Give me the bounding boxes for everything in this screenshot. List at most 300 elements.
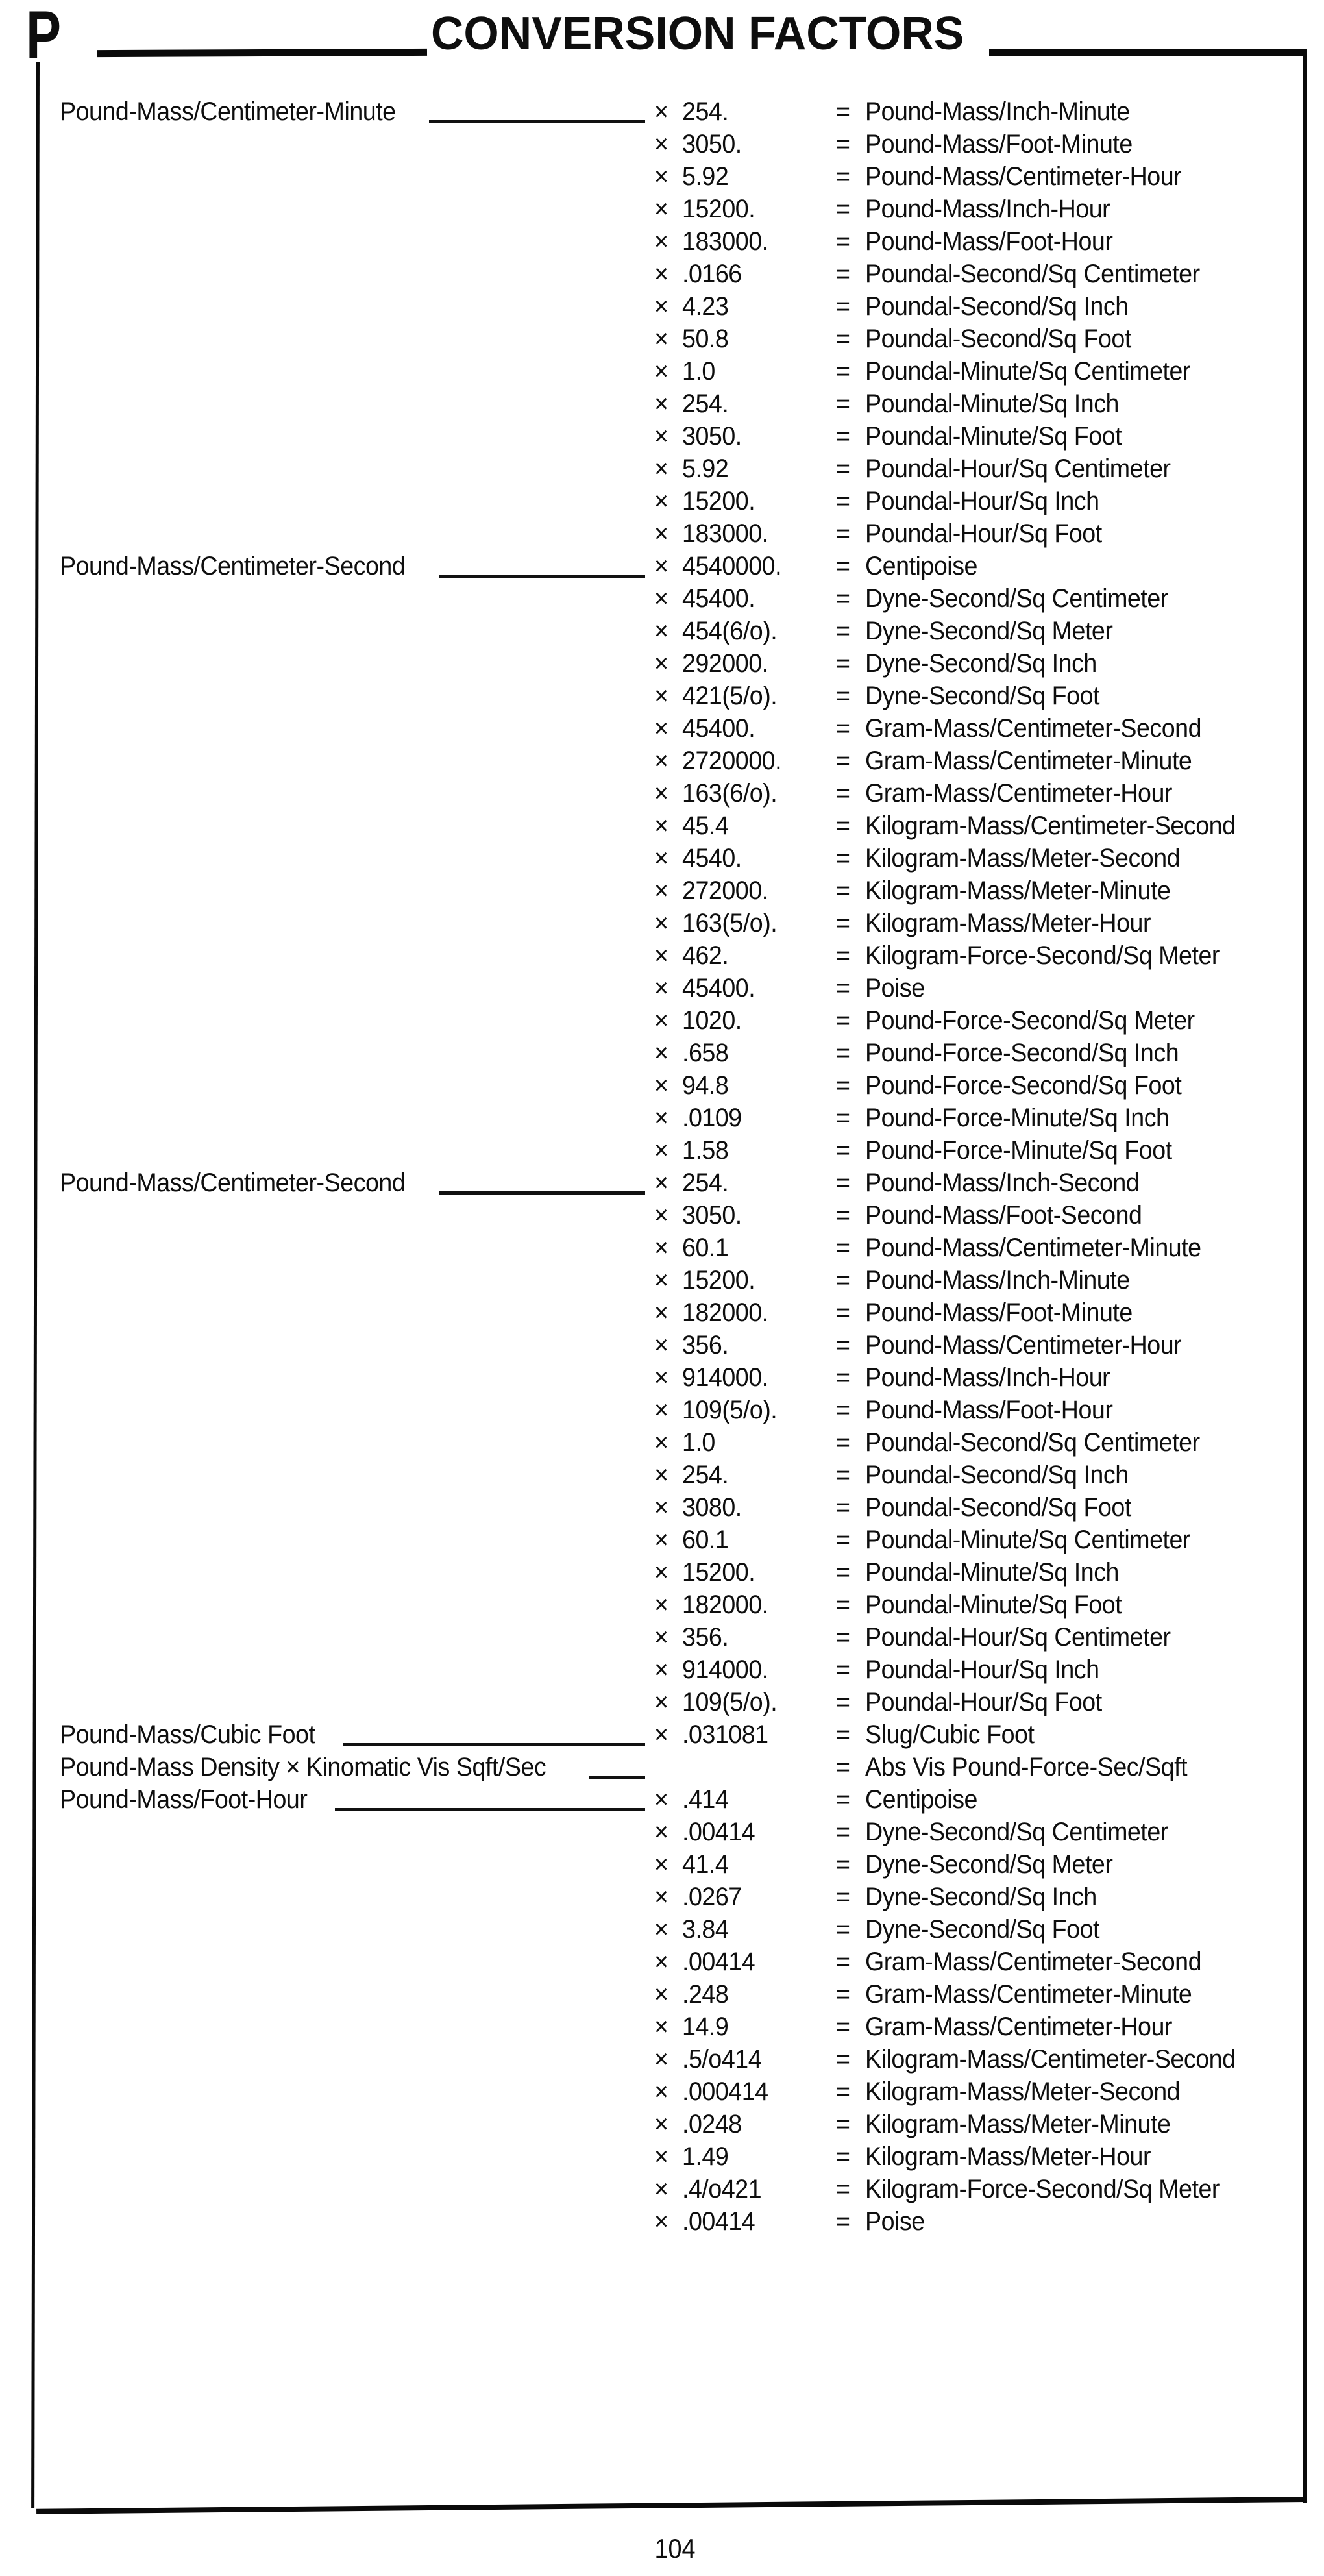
row-factor-cell xyxy=(654,160,731,193)
row-result-cell xyxy=(836,160,1202,193)
multiply-sign: × xyxy=(654,1169,668,1197)
equals-sign: = xyxy=(836,1363,850,1392)
row-result-cell xyxy=(836,2043,1259,2075)
result-unit-label: Dyne-Second/Sq Centimeter xyxy=(865,1818,1169,1846)
result-unit-label: Kilogram-Mass/Meter-Hour xyxy=(865,2142,1151,2171)
multiply-sign: × xyxy=(654,811,668,840)
result-unit-label: Pound-Mass/Inch-Hour xyxy=(865,195,1110,223)
row-result-cell xyxy=(836,193,1126,225)
table-row xyxy=(0,745,1324,777)
multiply-sign: × xyxy=(654,1818,668,1846)
page-number: 104 xyxy=(654,2533,696,2564)
multiply-sign: × xyxy=(654,1331,668,1359)
row-factor-cell xyxy=(654,1686,783,1718)
result-unit-label: Poundal-Second/Sq Foot xyxy=(865,325,1132,353)
multiply-sign: × xyxy=(654,974,668,1002)
row-factor-cell xyxy=(654,2108,746,2140)
table-row xyxy=(0,712,1324,745)
equals-sign: = xyxy=(836,1071,850,1100)
multiply-sign: × xyxy=(654,1461,668,1489)
row-result-cell xyxy=(836,128,1149,160)
factor-value: 3080. xyxy=(682,1493,742,1522)
table-row xyxy=(0,1686,1324,1718)
row-result-cell xyxy=(836,1232,1223,1264)
section-letter: P xyxy=(26,0,60,73)
row-factor-cell xyxy=(654,842,746,874)
factor-value: 15200. xyxy=(682,1558,755,1587)
table-row xyxy=(0,1459,1324,1491)
row-factor-cell xyxy=(654,810,731,842)
row-result-cell xyxy=(836,550,985,582)
equals-sign: = xyxy=(836,1980,850,2009)
equals-sign: = xyxy=(836,260,850,288)
row-result-cell xyxy=(836,1816,1188,1848)
factor-value: 5.92 xyxy=(682,454,729,483)
multiply-sign: × xyxy=(654,1428,668,1457)
row-factor-cell xyxy=(654,388,731,420)
factor-value: 15200. xyxy=(682,1266,755,1294)
multiply-sign: × xyxy=(654,584,668,613)
result-unit-label: Poundal-Second/Sq Centimeter xyxy=(865,260,1200,288)
multiply-sign: × xyxy=(654,1006,668,1035)
row-factor-cell xyxy=(654,1718,774,1751)
factor-value: 3050. xyxy=(682,130,742,158)
multiply-sign: × xyxy=(654,1233,668,1262)
row-factor-cell xyxy=(654,1264,760,1296)
table-row xyxy=(0,160,1324,193)
factor-value: 45400. xyxy=(682,974,755,1002)
result-unit-label: Pound-Force-Second/Sq Foot xyxy=(865,1071,1182,1100)
equals-sign: = xyxy=(836,1428,850,1457)
row-factor-cell xyxy=(654,1004,746,1037)
row-result-cell xyxy=(836,582,1188,615)
row-result-cell xyxy=(836,1978,1213,2011)
equals-sign: = xyxy=(836,2175,850,2203)
row-result-cell xyxy=(836,810,1259,842)
table-row xyxy=(0,1361,1324,1394)
result-unit-label: Dyne-Second/Sq Centimeter xyxy=(865,584,1169,613)
table-row xyxy=(0,1426,1324,1459)
leader-line xyxy=(589,1751,645,1779)
row-factor-cell xyxy=(654,323,731,355)
multiply-sign: × xyxy=(654,682,668,710)
factor-value: 50.8 xyxy=(682,325,729,353)
result-unit-label: Pound-Mass/Centimeter-Minute xyxy=(865,1233,1201,1262)
equals-sign: = xyxy=(836,584,850,613)
factor-value: .0248 xyxy=(682,2110,742,2138)
result-unit-label: Pound-Mass/Foot-Minute xyxy=(865,130,1133,158)
result-unit-label: Kilogram-Mass/Meter-Second xyxy=(865,2077,1181,2106)
equals-sign: = xyxy=(836,1169,850,1197)
row-result-cell xyxy=(836,1394,1129,1426)
factor-value: 914000. xyxy=(682,1363,768,1392)
factor-value: 356. xyxy=(682,1331,729,1359)
row-factor-cell xyxy=(654,420,746,452)
row-result-cell xyxy=(836,95,1147,128)
row-result-cell xyxy=(836,258,1221,290)
row-result-cell xyxy=(836,1751,1208,1783)
row-factor-cell xyxy=(654,1037,731,1069)
row-factor-cell xyxy=(654,1524,731,1556)
table-row xyxy=(0,388,1324,420)
leader-line xyxy=(439,550,645,578)
multiply-sign: × xyxy=(654,2110,668,2138)
factor-value: 272000. xyxy=(682,876,768,905)
row-label-cell xyxy=(60,95,648,128)
multiply-sign: × xyxy=(654,2077,668,2106)
table-row xyxy=(0,225,1324,258)
equals-sign: = xyxy=(836,2110,850,2138)
result-unit-label: Slug/Cubic Foot xyxy=(865,1720,1035,1749)
row-result-cell xyxy=(836,1167,1157,1199)
factor-value: .658 xyxy=(682,1039,729,1067)
row-result-cell xyxy=(836,1524,1211,1556)
row-result-cell xyxy=(836,517,1117,550)
equals-sign: = xyxy=(836,1461,850,1489)
result-unit-label: Kilogram-Force-Second/Sq Meter xyxy=(865,941,1220,970)
table-row xyxy=(0,1524,1324,1556)
equals-sign: = xyxy=(836,1655,850,1684)
row-factor-cell xyxy=(654,1589,774,1621)
table-row xyxy=(0,1621,1324,1653)
multiply-sign: × xyxy=(654,844,668,873)
factor-value: 254. xyxy=(682,97,729,126)
row-result-cell xyxy=(836,1199,1160,1232)
row-result-cell xyxy=(836,1491,1148,1524)
row-factor-cell xyxy=(654,1069,731,1102)
equals-sign: = xyxy=(836,1526,850,1554)
multiply-sign: × xyxy=(654,1493,668,1522)
factor-value: 45.4 xyxy=(682,811,729,840)
result-unit-label: Poundal-Second/Sq Foot xyxy=(865,1493,1132,1522)
table-row xyxy=(0,128,1324,160)
source-unit-label: Pound-Mass/Cubic Foot xyxy=(60,1720,315,1749)
row-factor-cell xyxy=(654,290,731,323)
row-factor-cell xyxy=(654,1167,731,1199)
row-result-cell xyxy=(836,777,1192,810)
source-unit-label: Pound-Mass/Centimeter-Minute xyxy=(60,97,396,126)
factor-value: 163(5/o). xyxy=(682,909,778,937)
multiply-sign: × xyxy=(654,1558,668,1587)
table-row xyxy=(0,290,1324,323)
page-title: CONVERSION FACTORS xyxy=(431,8,964,60)
multiply-sign: × xyxy=(654,1039,668,1067)
leader-line xyxy=(429,95,645,123)
row-label-cell xyxy=(60,1718,648,1751)
table-row xyxy=(0,355,1324,388)
factor-value: 109(5/o). xyxy=(682,1396,778,1424)
result-unit-label: Poundal-Hour/Sq Foot xyxy=(865,519,1103,548)
multiply-sign: × xyxy=(654,1883,668,1911)
row-label-cell xyxy=(60,1783,648,1816)
multiply-sign: × xyxy=(654,1948,668,1976)
source-unit-label: Pound-Mass Density × Kinomatic Vis Sqft/Sec xyxy=(60,1753,546,1781)
row-result-cell xyxy=(836,1426,1221,1459)
table-row xyxy=(0,680,1324,712)
leader-line xyxy=(439,1167,645,1195)
multiply-sign: × xyxy=(654,1104,668,1132)
factor-value: 163(6/o). xyxy=(682,779,778,808)
result-unit-label: Poundal-Minute/Sq Centimeter xyxy=(865,1526,1191,1554)
row-factor-cell xyxy=(654,1783,731,1816)
row-result-cell xyxy=(836,1459,1146,1491)
result-unit-label: Pound-Force-Second/Sq Inch xyxy=(865,1039,1179,1067)
table-row xyxy=(0,1134,1324,1167)
row-factor-cell xyxy=(654,485,760,517)
factor-value: 15200. xyxy=(682,487,755,515)
factor-value: .5/o414 xyxy=(682,2045,762,2074)
equals-sign: = xyxy=(836,519,850,548)
row-result-cell xyxy=(836,2205,929,2238)
factor-value: 1020. xyxy=(682,1006,742,1035)
row-factor-cell xyxy=(654,939,731,972)
table-row xyxy=(0,2205,1324,2238)
table-row xyxy=(0,1589,1324,1621)
table-row xyxy=(0,95,1324,128)
multiply-sign: × xyxy=(654,2045,668,2074)
equals-sign: = xyxy=(836,1591,850,1619)
table-row xyxy=(0,1751,1324,1783)
factor-value: 182000. xyxy=(682,1591,768,1619)
row-result-cell xyxy=(836,1134,1192,1167)
row-factor-cell xyxy=(654,193,760,225)
result-unit-label: Pound-Force-Minute/Sq Foot xyxy=(865,1136,1172,1165)
row-result-cell xyxy=(836,2108,1190,2140)
equals-sign: = xyxy=(836,1233,850,1262)
row-result-cell xyxy=(836,615,1129,647)
table-row xyxy=(0,1296,1324,1329)
table-row xyxy=(0,1167,1324,1199)
multiply-sign: × xyxy=(654,260,668,288)
result-unit-label: Gram-Mass/Centimeter-Hour xyxy=(865,779,1173,808)
equals-sign: = xyxy=(836,1396,850,1424)
row-result-cell xyxy=(836,355,1211,388)
equals-sign: = xyxy=(836,714,850,743)
row-label-cell xyxy=(60,1167,648,1199)
result-unit-label: Centipoise xyxy=(865,552,978,580)
factor-value: 45400. xyxy=(682,714,755,743)
factor-value: .0267 xyxy=(682,1883,742,1911)
multiply-sign: × xyxy=(654,941,668,970)
factor-value: 60.1 xyxy=(682,1233,729,1262)
equals-sign: = xyxy=(836,876,850,905)
leader-line xyxy=(343,1718,645,1746)
equals-sign: = xyxy=(836,1298,850,1327)
row-result-cell xyxy=(836,225,1129,258)
multiply-sign: × xyxy=(654,2207,668,2236)
row-result-cell xyxy=(836,323,1148,355)
factor-value: 15200. xyxy=(682,195,755,223)
equals-sign: = xyxy=(836,1915,850,1944)
row-result-cell xyxy=(836,1037,1199,1069)
multiply-sign: × xyxy=(654,422,668,451)
factor-value: .414 xyxy=(682,1785,729,1814)
table-row xyxy=(0,517,1324,550)
row-factor-cell xyxy=(654,1102,746,1134)
factor-value: .248 xyxy=(682,1980,729,2009)
multiply-sign: × xyxy=(654,130,668,158)
multiply-sign: × xyxy=(654,1688,668,1716)
multiply-sign: × xyxy=(654,617,668,645)
factor-value: 3050. xyxy=(682,422,742,451)
row-result-cell xyxy=(836,1653,1114,1686)
table-row xyxy=(0,777,1324,810)
factor-value: 292000. xyxy=(682,649,768,678)
multiply-sign: × xyxy=(654,1655,668,1684)
equals-sign: = xyxy=(836,941,850,970)
multiply-sign: × xyxy=(654,454,668,483)
row-factor-cell xyxy=(654,1329,731,1361)
multiply-sign: × xyxy=(654,162,668,191)
multiply-sign: × xyxy=(654,390,668,418)
row-result-cell xyxy=(836,1329,1202,1361)
factor-value: 5.92 xyxy=(682,162,729,191)
row-result-cell xyxy=(836,1783,985,1816)
equals-sign: = xyxy=(836,1688,850,1716)
result-unit-label: Poundal-Hour/Sq Centimeter xyxy=(865,1623,1171,1652)
result-unit-label: Kilogram-Mass/Centimeter-Second xyxy=(865,811,1236,840)
table-row xyxy=(0,420,1324,452)
row-factor-cell xyxy=(654,647,774,680)
row-result-cell xyxy=(836,1361,1126,1394)
table-row xyxy=(0,2173,1324,2205)
result-unit-label: Kilogram-Mass/Centimeter-Second xyxy=(865,2045,1236,2074)
result-unit-label: Dyne-Second/Sq Inch xyxy=(865,649,1097,678)
equals-sign: = xyxy=(836,357,850,386)
result-unit-label: Pound-Force-Second/Sq Meter xyxy=(865,1006,1195,1035)
row-result-cell xyxy=(836,485,1114,517)
multiply-sign: × xyxy=(654,487,668,515)
multiply-sign: × xyxy=(654,714,668,743)
equals-sign: = xyxy=(836,1493,850,1522)
result-unit-label: Pound-Mass/Foot-Hour xyxy=(865,227,1113,256)
source-unit-label: Pound-Mass/Centimeter-Second xyxy=(60,552,406,580)
equals-sign: = xyxy=(836,811,850,840)
factor-value: 914000. xyxy=(682,1655,768,1684)
result-unit-label: Poundal-Minute/Sq Foot xyxy=(865,1591,1122,1619)
table-row xyxy=(0,939,1324,972)
row-result-cell xyxy=(836,452,1190,485)
result-unit-label: Poundal-Hour/Sq Inch xyxy=(865,1655,1099,1684)
factor-value: 183000. xyxy=(682,227,768,256)
result-unit-label: Poise xyxy=(865,974,926,1002)
multiply-sign: × xyxy=(654,1363,668,1392)
factor-value: 94.8 xyxy=(682,1071,729,1100)
row-result-cell xyxy=(836,680,1114,712)
table-row xyxy=(0,1978,1324,2011)
result-unit-label: Poundal-Minute/Sq Centimeter xyxy=(865,357,1191,386)
table-row xyxy=(0,1718,1324,1751)
equals-sign: = xyxy=(836,617,850,645)
row-factor-cell xyxy=(654,615,783,647)
table-row xyxy=(0,810,1324,842)
table-row xyxy=(0,874,1324,907)
table-row xyxy=(0,1037,1324,1069)
row-factor-cell xyxy=(654,745,788,777)
result-unit-label: Gram-Mass/Centimeter-Second xyxy=(865,1948,1202,1976)
source-unit-label: Pound-Mass/Centimeter-Second xyxy=(60,1169,406,1197)
row-result-cell xyxy=(836,420,1138,452)
row-factor-cell xyxy=(654,1978,731,2011)
multiply-sign: × xyxy=(654,1591,668,1619)
leader-line xyxy=(335,1783,645,1811)
table-row xyxy=(0,972,1324,1004)
row-result-cell xyxy=(836,1881,1112,1913)
row-factor-cell xyxy=(654,1232,731,1264)
result-unit-label: Gram-Mass/Centimeter-Hour xyxy=(865,2012,1173,2041)
multiply-sign: × xyxy=(654,1720,668,1749)
table-row xyxy=(0,485,1324,517)
row-result-cell xyxy=(836,1069,1202,1102)
result-unit-label: Pound-Mass/Foot-Hour xyxy=(865,1396,1113,1424)
result-unit-label: Poundal-Second/Sq Centimeter xyxy=(865,1428,1200,1457)
factor-value: .00414 xyxy=(682,2207,755,2236)
table-row xyxy=(0,1102,1324,1134)
row-result-cell xyxy=(836,1589,1138,1621)
equals-sign: = xyxy=(836,325,850,353)
table-row xyxy=(0,907,1324,939)
multiply-sign: × xyxy=(654,1266,668,1294)
table-row xyxy=(0,1653,1324,1686)
result-unit-label: Poundal-Second/Sq Inch xyxy=(865,1461,1129,1489)
table-row xyxy=(0,2140,1324,2173)
result-unit-label: Kilogram-Mass/Meter-Minute xyxy=(865,876,1171,905)
row-factor-cell xyxy=(654,907,783,939)
row-result-cell xyxy=(836,972,929,1004)
row-factor-cell xyxy=(654,1134,731,1167)
equals-sign: = xyxy=(836,2142,850,2171)
equals-sign: = xyxy=(836,552,850,580)
multiply-sign: × xyxy=(654,1071,668,1100)
row-factor-cell xyxy=(654,1621,731,1653)
equals-sign: = xyxy=(836,1818,850,1846)
equals-sign: = xyxy=(836,1201,850,1230)
row-result-cell xyxy=(836,1718,1045,1751)
equals-sign: = xyxy=(836,1753,850,1781)
table-row xyxy=(0,193,1324,225)
equals-sign: = xyxy=(836,1948,850,1976)
multiply-sign: × xyxy=(654,1136,668,1165)
result-unit-label: Poundal-Second/Sq Inch xyxy=(865,292,1129,321)
row-factor-cell xyxy=(654,225,774,258)
table-row xyxy=(0,1848,1324,1881)
table-row xyxy=(0,582,1324,615)
factor-value: 462. xyxy=(682,941,729,970)
row-result-cell xyxy=(836,1556,1135,1589)
row-factor-cell xyxy=(654,2011,731,2043)
table-row xyxy=(0,1329,1324,1361)
equals-sign: = xyxy=(836,1623,850,1652)
result-unit-label: Poundal-Hour/Sq Centimeter xyxy=(865,454,1171,483)
equals-sign: = xyxy=(836,422,850,451)
equals-sign: = xyxy=(836,487,850,515)
multiply-sign: × xyxy=(654,519,668,548)
row-factor-cell xyxy=(654,1946,760,1978)
equals-sign: = xyxy=(836,682,850,710)
equals-sign: = xyxy=(836,130,850,158)
result-unit-label: Pound-Mass/Inch-Hour xyxy=(865,1363,1110,1392)
equals-sign: = xyxy=(836,390,850,418)
factor-value: .00414 xyxy=(682,1818,755,1846)
factor-value: 41.4 xyxy=(682,1850,729,1879)
equals-sign: = xyxy=(836,1006,850,1035)
row-factor-cell xyxy=(654,517,774,550)
equals-sign: = xyxy=(836,2045,850,2074)
table-row xyxy=(0,1004,1324,1037)
equals-sign: = xyxy=(836,1136,850,1165)
table-row xyxy=(0,1556,1324,1589)
result-unit-label: Gram-Mass/Centimeter-Second xyxy=(865,714,1202,743)
